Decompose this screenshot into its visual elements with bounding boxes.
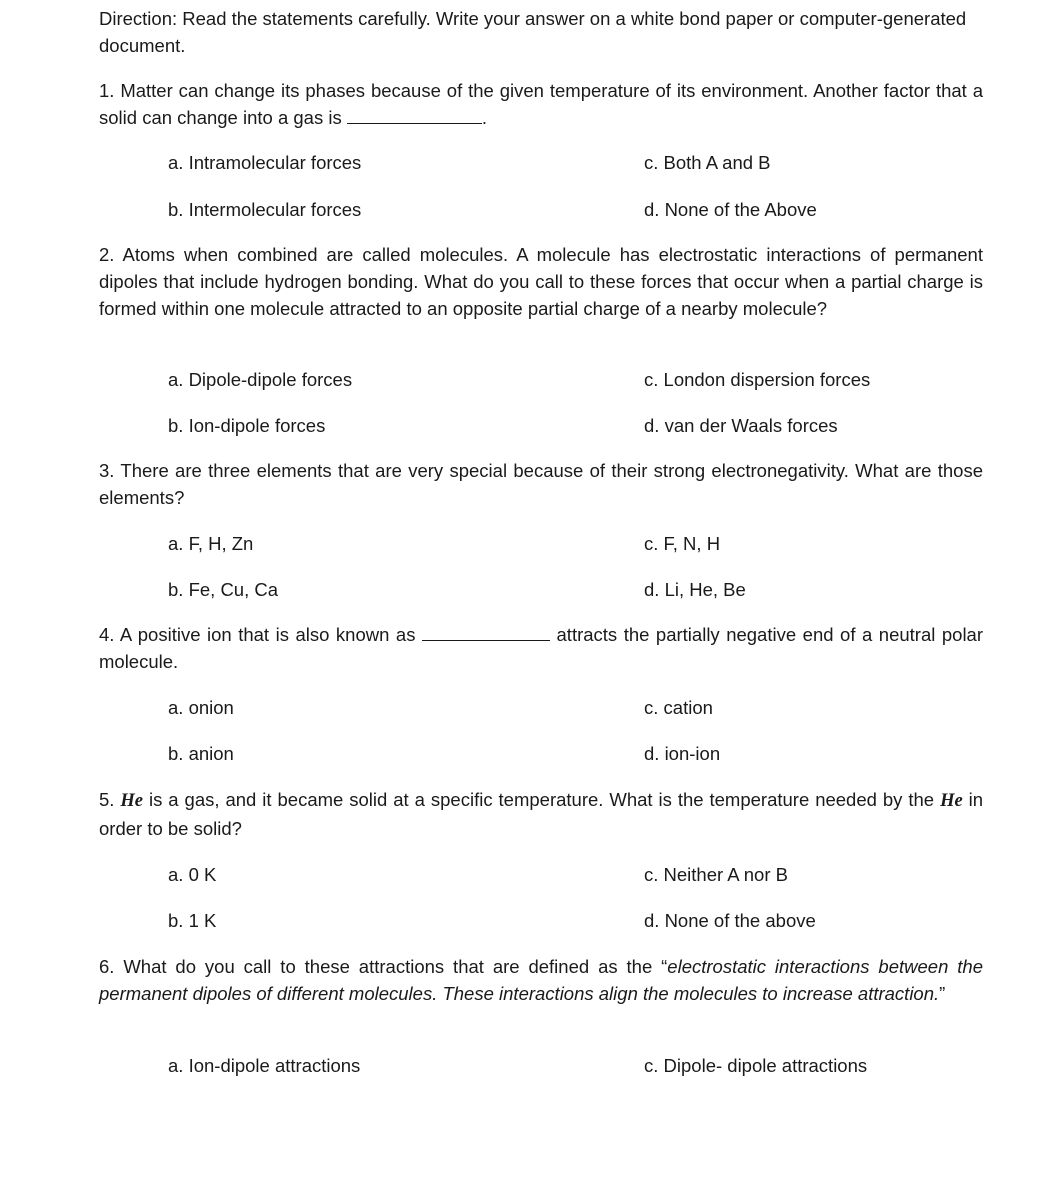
question-6-close-quote: ” <box>939 983 946 1004</box>
q1-option-d[interactable]: d. None of the Above <box>644 199 817 220</box>
q1-option-a[interactable]: a. Intramolecular forces <box>168 152 362 173</box>
question-4-text-end: attracts the partially negative end of a neutral polar molecule. <box>99 624 984 672</box>
q2-option-b[interactable]: b. Ion-dipole forces <box>168 415 326 436</box>
question-5-text-2: in order to be solid? <box>99 789 984 839</box>
question-5-number: 5. <box>99 789 115 810</box>
q5-option-d[interactable]: d. None of the above <box>644 910 816 931</box>
question-2: 2. Atoms when combined are called molecules. A molecule has electrostatic interactions of permanent dipoles that include hydrogen bonding. What do you call to these forces that occur when a partial charge is formed within one molecule attracted to an opposite partial charge of a nearby molecule? <box>99 244 983 319</box>
directions: Direction: Read the statements carefully. Write your answer on a white bond paper or computer-generated document. <box>99 8 967 56</box>
q6-option-a[interactable]: a. Ion-dipole attractions <box>168 1055 361 1076</box>
question-6-definition: electrostatic interactions between the permanent dipoles of different molecules. These interactions align the molecules to increase attraction. <box>99 956 983 1004</box>
helium-symbol-2: He <box>940 791 963 811</box>
question-4 <box>99 621 983 675</box>
q5-option-b[interactable]: b. 1 K <box>168 910 217 931</box>
question-5 <box>99 786 983 842</box>
q5-option-a[interactable]: a. 0 K <box>168 864 217 885</box>
answer-blank-1[interactable] <box>347 105 482 124</box>
q4-option-a[interactable]: a. onion <box>168 697 234 718</box>
q6-option-c[interactable]: c. Dipole- dipole attractions <box>644 1055 868 1076</box>
helium-symbol: He <box>120 791 144 811</box>
question-1-end: . <box>481 107 487 128</box>
q4-option-b[interactable]: b. anion <box>168 743 234 764</box>
question-1 <box>99 77 983 131</box>
question-6 <box>99 953 983 1007</box>
q2-option-c[interactable]: c. London dispersion forces <box>644 369 871 390</box>
q3-option-d[interactable]: d. Li, He, Be <box>644 579 746 600</box>
q3-option-c[interactable]: c. F, N, H <box>644 533 721 554</box>
q1-option-b[interactable]: b. Intermolecular forces <box>168 199 362 220</box>
q3-option-b[interactable]: b. Fe, Cu, Ca <box>168 579 279 600</box>
question-3: 3. There are three elements that are very special because of their strong electronegativity. What are those elements? <box>99 460 983 508</box>
question-5-text-1: is a gas, and it became solid at a specific temperature. What is the temperature needed by the <box>148 789 935 810</box>
q2-option-a[interactable]: a. Dipole-dipole forces <box>168 369 353 390</box>
question-4-text-start: 4. A positive ion that is also known as <box>99 624 416 645</box>
q3-option-a[interactable]: a. F, H, Zn <box>168 533 254 554</box>
question-6-text: 6. What do you call to these attractions that are defined as the “ <box>99 956 668 977</box>
q2-option-d[interactable]: d. van der Waals forces <box>644 415 838 436</box>
q5-option-c[interactable]: c. Neither A nor B <box>644 864 788 885</box>
answer-blank-4[interactable] <box>422 622 550 641</box>
q4-option-c[interactable]: c. cation <box>644 697 713 718</box>
question-1-text: 1. Matter can change its phases because of the given temperature of its environment. Another factor that a solid can change into a gas is <box>99 80 983 128</box>
q4-option-d[interactable]: d. ion-ion <box>644 743 721 764</box>
q1-option-c[interactable]: c. Both A and B <box>644 152 771 173</box>
